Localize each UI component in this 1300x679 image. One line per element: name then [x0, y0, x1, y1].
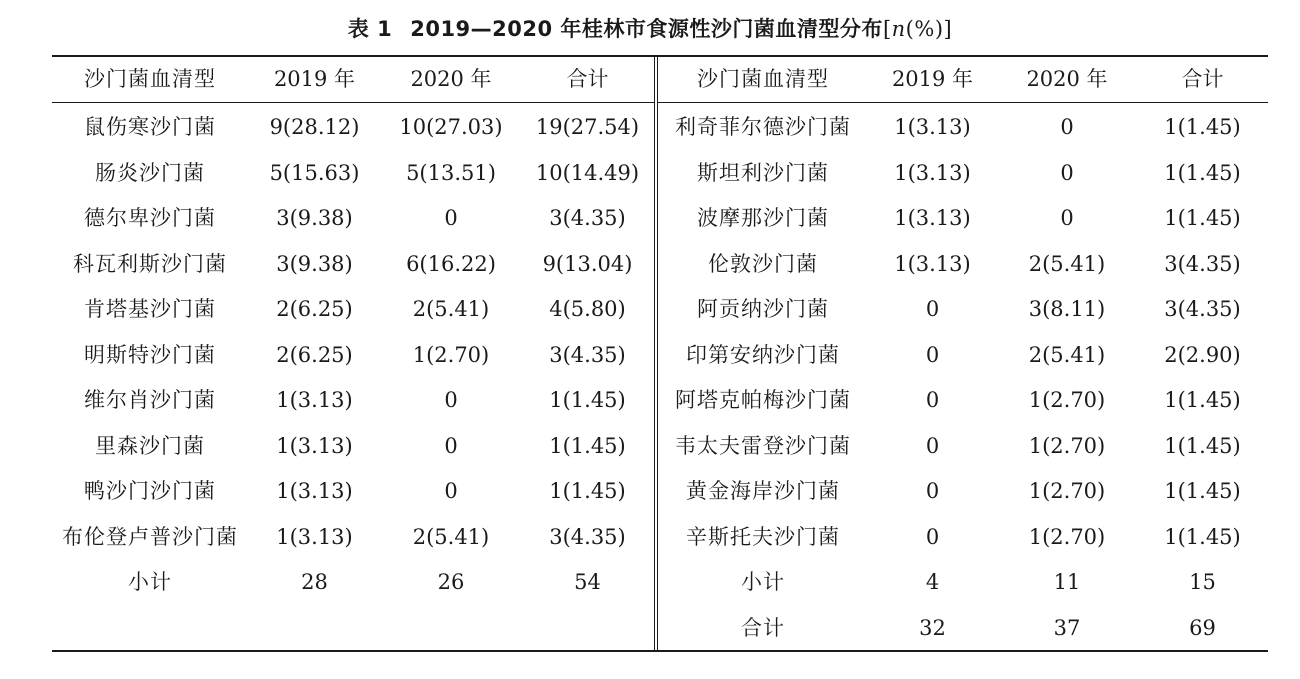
count-2019-left: 5(15.63) — [269, 160, 360, 185]
count-2019-left: 3(9.38) — [276, 206, 353, 231]
serotype-name-left: 布伦登卢普沙门菌 — [62, 524, 238, 549]
count-2019-right: 0 — [925, 479, 940, 504]
count-2019-right: 0 — [925, 433, 940, 458]
table-row — [52, 103, 1268, 151]
table-row — [52, 242, 1268, 288]
table-caption — [0, 14, 1300, 44]
count-2020-right: 37 — [1053, 615, 1081, 640]
count-2020-right: 1(2.70) — [1028, 524, 1106, 549]
count-total-right: 1(1.45) — [1164, 160, 1241, 185]
count-total-right: 1(1.45) — [1164, 524, 1241, 549]
table-row — [52, 469, 1268, 515]
count-total-right: 3(4.35) — [1164, 297, 1241, 322]
serotype-name-right: 辛斯托夫沙门菌 — [686, 524, 840, 549]
header-2020-left: 2020 年 — [381, 57, 521, 103]
serotype-name-left: 维尔肖沙门菌 — [84, 388, 216, 413]
count-2020-right: 3(8.11) — [1028, 297, 1106, 322]
serotype-name-right: 印第安纳沙门菌 — [686, 342, 840, 367]
serotype-name-right: 合计 — [741, 615, 785, 640]
title-bracket-open: [ — [882, 17, 892, 41]
serotype-name-right: 利奇菲尔德沙门菌 — [675, 115, 851, 140]
table-row — [52, 515, 1268, 561]
count-2020-right: 0 — [1060, 115, 1074, 140]
count-2020-left: 10(27.03) — [399, 115, 503, 140]
count-total-right: 2(2.90) — [1164, 342, 1241, 367]
table-row — [52, 151, 1268, 197]
count-2019-left: 2(6.25) — [276, 342, 353, 367]
count-2020-left: 2(5.41) — [412, 524, 490, 549]
serotype-table — [52, 57, 1268, 651]
count-2019-left: 28 — [301, 570, 328, 595]
count-2020-left: 0 — [444, 388, 458, 413]
count-2019-left: 1(3.13) — [276, 433, 353, 458]
count-2019-right: 4 — [925, 570, 940, 595]
count-2019-left: 9(28.12) — [269, 115, 360, 140]
serotype-name-left: 科瓦利斯沙门菌 — [73, 251, 227, 276]
count-2020-left: 0 — [444, 433, 458, 458]
table-body — [52, 103, 1268, 652]
count-2020-left — [381, 606, 521, 652]
table-row — [52, 560, 1268, 606]
count-2019-right: 0 — [925, 297, 940, 322]
table-row — [52, 606, 1268, 652]
count-total-right: 1(1.45) — [1164, 388, 1241, 413]
serotype-name-right: 波摩那沙门菌 — [697, 206, 829, 231]
header-2020-right: 2020 年 — [997, 57, 1137, 103]
count-2019-right: 0 — [925, 388, 940, 413]
count-2020-left: 6(16.22) — [406, 251, 496, 276]
count-2020-right: 2(5.41) — [1028, 251, 1106, 276]
table-label: 表 1 — [347, 17, 393, 41]
count-total-left: 54 — [521, 560, 656, 606]
count-2020-right: 11 — [1053, 570, 1081, 595]
count-2020-left: 5(13.51) — [406, 160, 496, 185]
serotype-name-right: 伦敦沙门菌 — [708, 251, 818, 276]
count-2020-left: 2(5.41) — [412, 297, 490, 322]
count-2020-right: 1(2.70) — [1028, 479, 1106, 504]
count-2019-left: 1(3.13) — [276, 524, 353, 549]
count-total-left: 1(1.45) — [521, 378, 656, 424]
title-bracket-close: ] — [943, 17, 953, 41]
serotype-name-right: 阿塔克帕梅沙门菌 — [675, 388, 851, 413]
count-2020-left: 1(2.70) — [412, 342, 490, 367]
count-total-left: 3(4.35) — [521, 196, 656, 242]
count-total-left: 10(14.49) — [521, 151, 656, 197]
count-total-left: 9(13.04) — [521, 242, 656, 288]
table-row — [52, 378, 1268, 424]
count-total-right: 69 — [1189, 615, 1216, 640]
count-2019-right: 0 — [925, 524, 940, 549]
count-2020-right: 2(5.41) — [1028, 342, 1106, 367]
count-2019-right: 1(3.13) — [894, 160, 971, 185]
serotype-name-left: 小计 — [128, 570, 172, 595]
serotype-name-right: 斯坦利沙门菌 — [697, 160, 829, 185]
serotype-name-left: 德尔卑沙门菌 — [84, 206, 216, 231]
count-2019-right: 0 — [925, 342, 940, 367]
count-2020-right: 1(2.70) — [1028, 388, 1106, 413]
count-total-right: 15 — [1189, 570, 1216, 595]
count-2020-right: 1(2.70) — [1028, 433, 1106, 458]
count-2019-right: 1(3.13) — [894, 251, 971, 276]
count-total-left: 3(4.35) — [521, 333, 656, 379]
header-2019-left: 2019 年 — [248, 57, 381, 103]
count-2019-left — [248, 606, 381, 652]
count-total-left: 4(5.80) — [521, 287, 656, 333]
table-row — [52, 287, 1268, 333]
table-row — [52, 424, 1268, 470]
serotype-name-left: 鼠伤寒沙门菌 — [84, 115, 216, 140]
count-total-left: 1(1.45) — [521, 424, 656, 470]
header-2019-right: 2019 年 — [868, 57, 997, 103]
count-2020-right: 0 — [1060, 206, 1074, 231]
count-2019-right: 32 — [919, 615, 946, 640]
count-2019-right: 1(3.13) — [894, 206, 971, 231]
table-row — [52, 196, 1268, 242]
count-2020-left: 0 — [444, 206, 458, 231]
count-total-right: 1(1.45) — [1164, 433, 1241, 458]
header-row — [52, 57, 1268, 103]
count-2020-left: 26 — [437, 570, 465, 595]
count-total-right: 3(4.35) — [1164, 251, 1241, 276]
serotype-name-left: 肠炎沙门菌 — [95, 160, 205, 185]
count-total-left — [521, 606, 656, 652]
serotype-name-right: 韦太夫雷登沙门菌 — [675, 433, 851, 458]
count-total-left: 1(1.45) — [521, 469, 656, 515]
count-total-right: 1(1.45) — [1164, 479, 1241, 504]
serotype-name-left: 鸭沙门沙门菌 — [84, 479, 216, 504]
header-total-left: 合计 — [521, 57, 656, 103]
header-serotype-right: 沙门菌血清型 — [656, 57, 868, 103]
count-total-right: 1(1.45) — [1164, 206, 1241, 231]
count-total-left: 19(27.54) — [521, 103, 656, 151]
count-total-left: 3(4.35) — [521, 515, 656, 561]
header-serotype-left: 沙门菌血清型 — [52, 57, 248, 103]
table-row — [52, 333, 1268, 379]
count-2020-left: 0 — [444, 479, 458, 504]
header-total-right: 合计 — [1137, 57, 1268, 103]
title-n: n — [891, 17, 906, 41]
count-2019-left: 2(6.25) — [276, 297, 353, 322]
serotype-name-right: 小计 — [741, 570, 785, 595]
table-title: 2019—2020 年桂林市食源性沙门菌血清型分布 — [410, 17, 883, 41]
count-2019-left: 3(9.38) — [276, 251, 353, 276]
count-total-right: 1(1.45) — [1164, 115, 1241, 140]
serotype-name-left: 明斯特沙门菌 — [84, 342, 216, 367]
serotype-name-left: 肯塔基沙门菌 — [84, 297, 216, 322]
serotype-name-left — [52, 606, 248, 652]
count-2020-right: 0 — [1060, 160, 1074, 185]
serotype-name-right: 黄金海岸沙门菌 — [686, 479, 840, 504]
count-2019-left: 1(3.13) — [276, 388, 353, 413]
title-pct: (%) — [905, 17, 944, 41]
serotype-table-frame — [52, 55, 1268, 652]
count-2019-right: 1(3.13) — [894, 115, 971, 140]
serotype-name-left: 里森沙门菌 — [95, 433, 205, 458]
serotype-name-right: 阿贡纳沙门菌 — [697, 297, 829, 322]
count-2019-left: 1(3.13) — [276, 479, 353, 504]
